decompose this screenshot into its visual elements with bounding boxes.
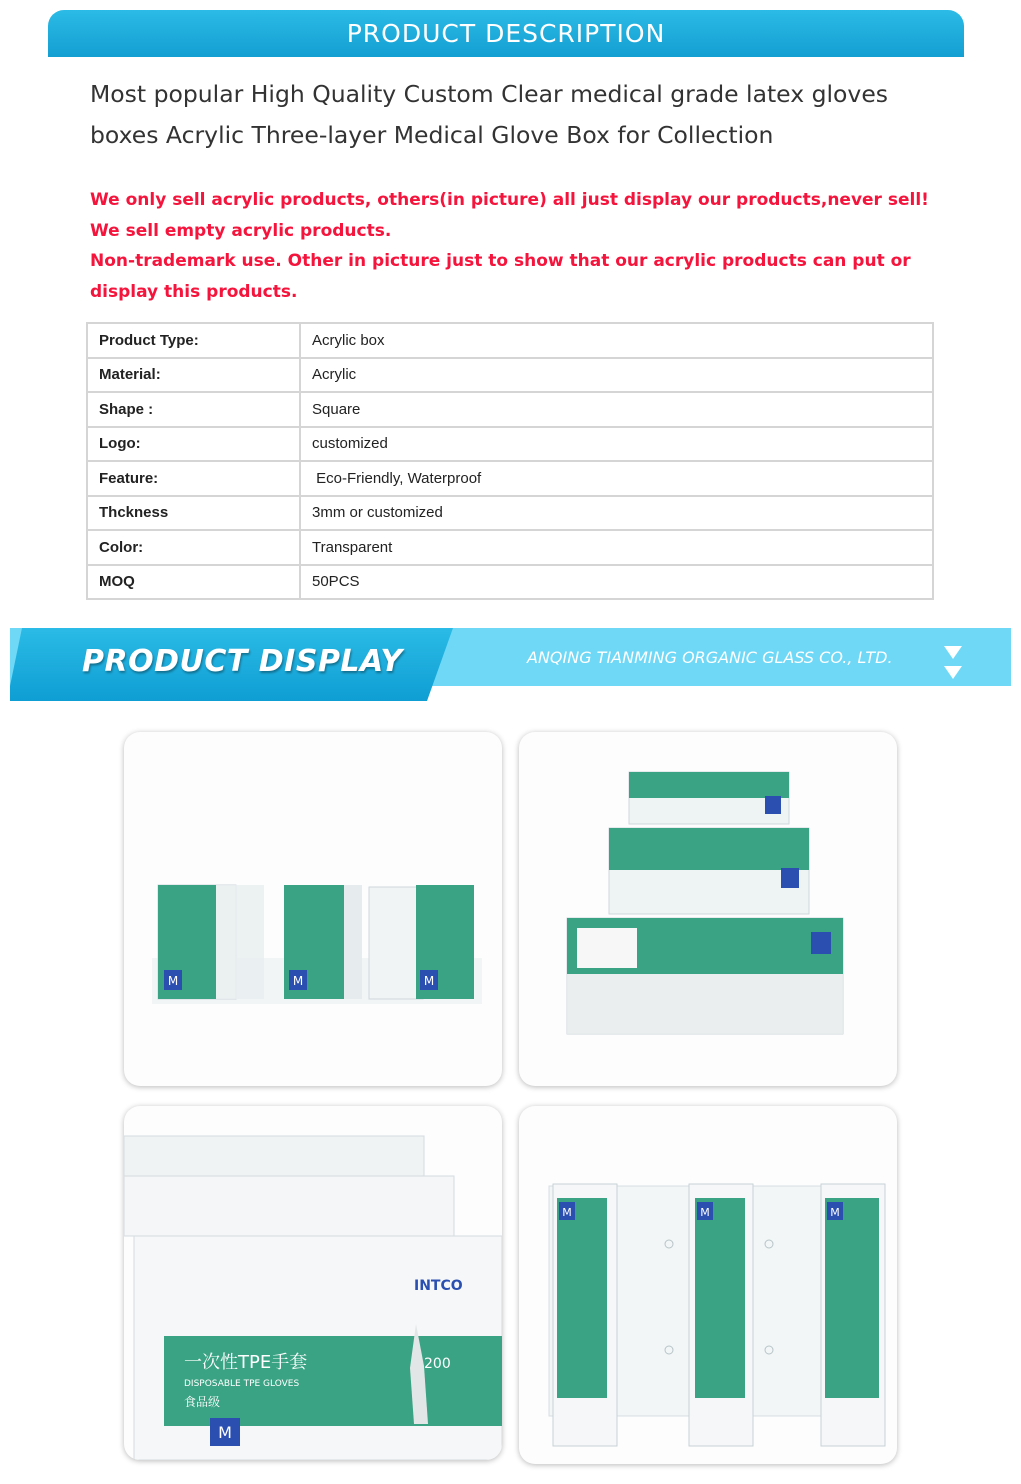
stacked-box-bottom [567,918,843,1034]
product-title: Most popular High Quality Custom Clear medical grade latex gloves boxes Acrylic Three-layer Medical Glove Box for Collection [90,80,889,149]
notice-line-1: We only sell acrylic products, others(in picture) all just display our products,never sell! We sell empty acrylic products. [90,190,929,241]
svg-text:M: M [830,1206,840,1219]
svg-text:M: M [167,974,179,988]
product-photo-2 [519,732,897,1086]
svg-text:M: M [218,1423,232,1442]
table-row [87,496,933,531]
seller-notice [90,185,940,307]
table-row [87,530,933,565]
spec-value: Eco-Friendly, Waterproof [300,461,933,496]
spec-value: 50PCS [300,565,933,600]
table-row [87,358,933,393]
notice-line-2: Non-trademark use. Other in picture just to show that our acrylic products can put or display this products. [90,251,911,302]
table-row [87,461,933,496]
stacked-box-middle [609,828,809,914]
svg-text:M: M [700,1206,710,1219]
glove-box-holder-image [124,732,502,1086]
spec-value: customized [300,427,933,462]
table-row [87,565,933,600]
double-chevron-down-icon [942,644,964,684]
spec-key: Shape : [87,392,300,427]
spec-key: MOQ [87,565,300,600]
table-row [87,323,933,358]
glove-box-left [158,885,264,999]
product-name-en: DISPOSABLE TPE GLOVES [184,1379,300,1389]
spec-value: Acrylic [300,358,933,393]
spec-value: Acrylic box [300,323,933,358]
product-photo-1 [124,732,502,1086]
spec-key: Color: [87,530,300,565]
glove-box-closeup-image [124,1106,502,1460]
product-display-heading: PRODUCT DISPLAY [82,644,403,679]
spec-value: Square [300,392,933,427]
three-layer-glove-box-image [519,732,897,1086]
spec-key: Logo: [87,427,300,462]
glove-box-middle [284,885,362,999]
glove-box-right [369,885,474,999]
wall-box-middle [689,1184,753,1446]
table-row [87,392,933,427]
food-grade-label: 食品级 [184,1395,221,1409]
svg-text:M: M [292,974,304,988]
product-name-cn: 一次性TPE手套 [184,1352,308,1373]
svg-text:M: M [562,1206,572,1219]
spec-table [86,322,934,600]
product-description-banner [48,10,964,57]
product-display-banner [10,628,1011,701]
stacked-box-top [629,772,789,824]
spec-value: 3mm or customized [300,496,933,531]
company-name: ANQING TIANMING ORGANIC GLASS CO., LTD. [527,648,893,667]
spec-key: Thckness [87,496,300,531]
spec-key: Product Type: [87,323,300,358]
spec-key: Feature: [87,461,300,496]
table-row [87,427,933,462]
brand-label: INTCO [414,1278,463,1294]
wall-box-left [553,1184,617,1446]
product-photo-4 [519,1106,897,1464]
wall-box-right [821,1184,885,1446]
wall-mount-glove-box-image [519,1106,897,1464]
spec-key: Material: [87,358,300,393]
product-description-heading: PRODUCT DESCRIPTION [346,19,666,48]
product-photo-3 [124,1106,502,1460]
svg-text:200: 200 [424,1356,451,1372]
spec-value: Transparent [300,530,933,565]
svg-text:M: M [423,974,435,988]
